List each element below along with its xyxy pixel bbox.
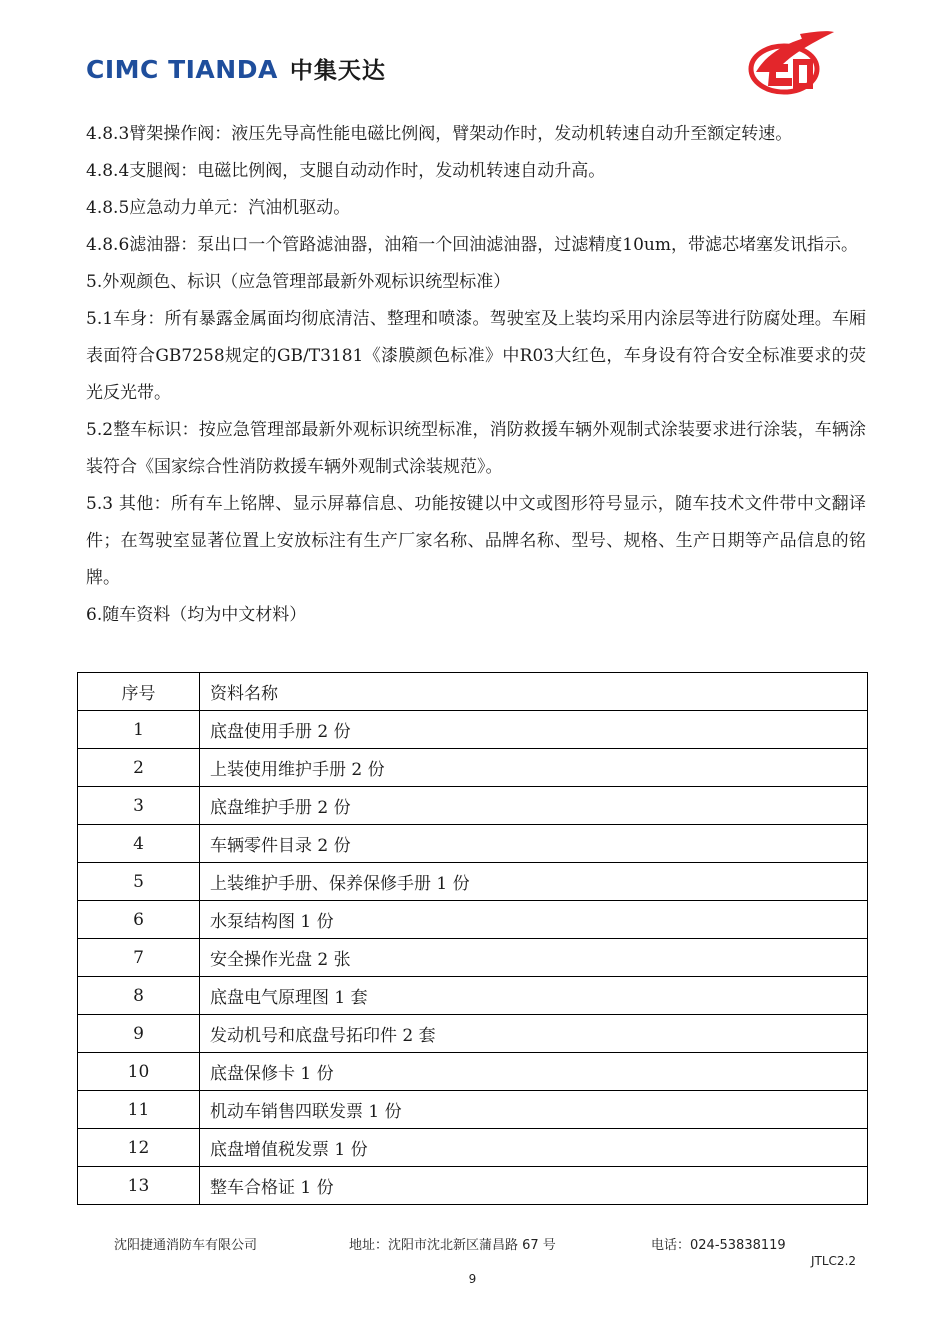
row-document-name: 发动机号和底盘号拓印件 2 套	[200, 1015, 868, 1053]
table-row	[78, 787, 868, 825]
row-document-name: 底盘维护手册 2 份	[200, 787, 868, 825]
row-document-name: 机动车销售四联发票 1 份	[200, 1091, 868, 1129]
table-row	[78, 939, 868, 977]
table-row	[78, 977, 868, 1015]
clause-4-8-4: 4.8.4支腿阀：电磁比例阀，支腿自动动作时，发动机转速自动升高。	[86, 161, 606, 181]
row-number: 9	[78, 1015, 200, 1053]
table-header-row	[78, 673, 868, 711]
footer-company: 沈阳捷通消防车有限公司	[114, 1238, 258, 1253]
row-number: 5	[78, 863, 200, 901]
footer-document-code: JTLC2.2	[811, 1254, 857, 1268]
section-6-heading: 6.随车资料（均为中文材料）	[86, 605, 307, 625]
clause-4-8-3: 4.8.3臂架操作阀：液压先导高性能电磁比例阀，臂架动作时，发动机转速自动升至额定转速。	[86, 124, 793, 144]
column-header-name: 资料名称	[200, 673, 868, 711]
row-document-name: 底盘使用手册 2 份	[200, 711, 868, 749]
table-row	[78, 901, 868, 939]
brand-chinese-name: 中集天达	[289, 58, 386, 84]
table-row	[78, 1015, 868, 1053]
row-number: 1	[78, 711, 200, 749]
page-number: 9	[468, 1272, 477, 1286]
table-row	[78, 711, 868, 749]
row-number: 13	[78, 1167, 200, 1205]
row-number: 2	[78, 749, 200, 787]
row-document-name: 水泵结构图 1 份	[200, 901, 868, 939]
footer-phone: 电话：024-53838119	[651, 1238, 786, 1253]
clause-5-3: 5.3 其他：所有车上铭牌、显示屏幕信息、功能按键以中文或图形符号显示，随车技术文件带中文翻译件；在驾驶室显著位置上安放标注有生产厂家名称、品牌名称、型号、规格、生产日期等产品信息的铭牌。	[86, 494, 866, 588]
column-header-number: 序号	[78, 673, 200, 711]
clause-5-1: 5.1车身：所有暴露金属面均彻底清洁、整理和喷漆。驾驶室及上装均采用内涂层等进行防腐处理。车厢表面符合GB7258规定的GB/T3181《漆膜颜色标准》中R03大红色，车身设有符合安全标准要求的荧光反光带。	[86, 309, 866, 403]
row-number: 3	[78, 787, 200, 825]
row-document-name: 整车合格证 1 份	[200, 1167, 868, 1205]
table-row	[78, 1129, 868, 1167]
page-header	[0, 0, 945, 110]
row-number: 11	[78, 1091, 200, 1129]
section-5-heading: 5.外观颜色、标识（应急管理部最新外观标识统型标准）	[86, 272, 511, 292]
table-row	[78, 1053, 868, 1091]
table-row	[78, 1091, 868, 1129]
document-body	[86, 116, 866, 634]
clause-5-2: 5.2整车标识：按应急管理部最新外观标识统型标准，消防救援车辆外观制式涂装要求进行涂装，车辆涂装符合《国家综合性消防救援车辆外观制式涂装规范》。	[86, 420, 866, 477]
clause-4-8-6: 4.8.6滤油器：泵出口一个管路滤油器，油箱一个回油滤油器，过滤精度10um，带滤芯堵塞发讯指示。	[86, 235, 858, 255]
row-number: 12	[78, 1129, 200, 1167]
clause-4-8-5: 4.8.5应急动力单元：汽油机驱动。	[86, 198, 351, 218]
row-document-name: 底盘增值税发票 1 份	[200, 1129, 868, 1167]
row-number: 7	[78, 939, 200, 977]
footer-address: 地址：沈阳市沈北新区蒲昌路 67 号	[349, 1238, 556, 1253]
row-number: 6	[78, 901, 200, 939]
table-row	[78, 863, 868, 901]
row-document-name: 底盘保修卡 1 份	[200, 1053, 868, 1091]
table-row	[78, 1167, 868, 1205]
row-number: 4	[78, 825, 200, 863]
row-document-name: 底盘电气原理图 1 套	[200, 977, 868, 1015]
brand-english-name: CIMC TIANDA	[86, 55, 278, 84]
row-document-name: 上装维护手册、保养保修手册 1 份	[200, 863, 868, 901]
row-document-name: 车辆零件目录 2 份	[200, 825, 868, 863]
cimc-red-logo-icon	[748, 28, 836, 98]
row-number: 10	[78, 1053, 200, 1091]
table-row	[78, 825, 868, 863]
row-document-name: 安全操作光盘 2 张	[200, 939, 868, 977]
table-row	[78, 749, 868, 787]
row-document-name: 上装使用维护手册 2 份	[200, 749, 868, 787]
documents-table	[77, 672, 868, 1205]
brand	[86, 52, 386, 85]
row-number: 8	[78, 977, 200, 1015]
